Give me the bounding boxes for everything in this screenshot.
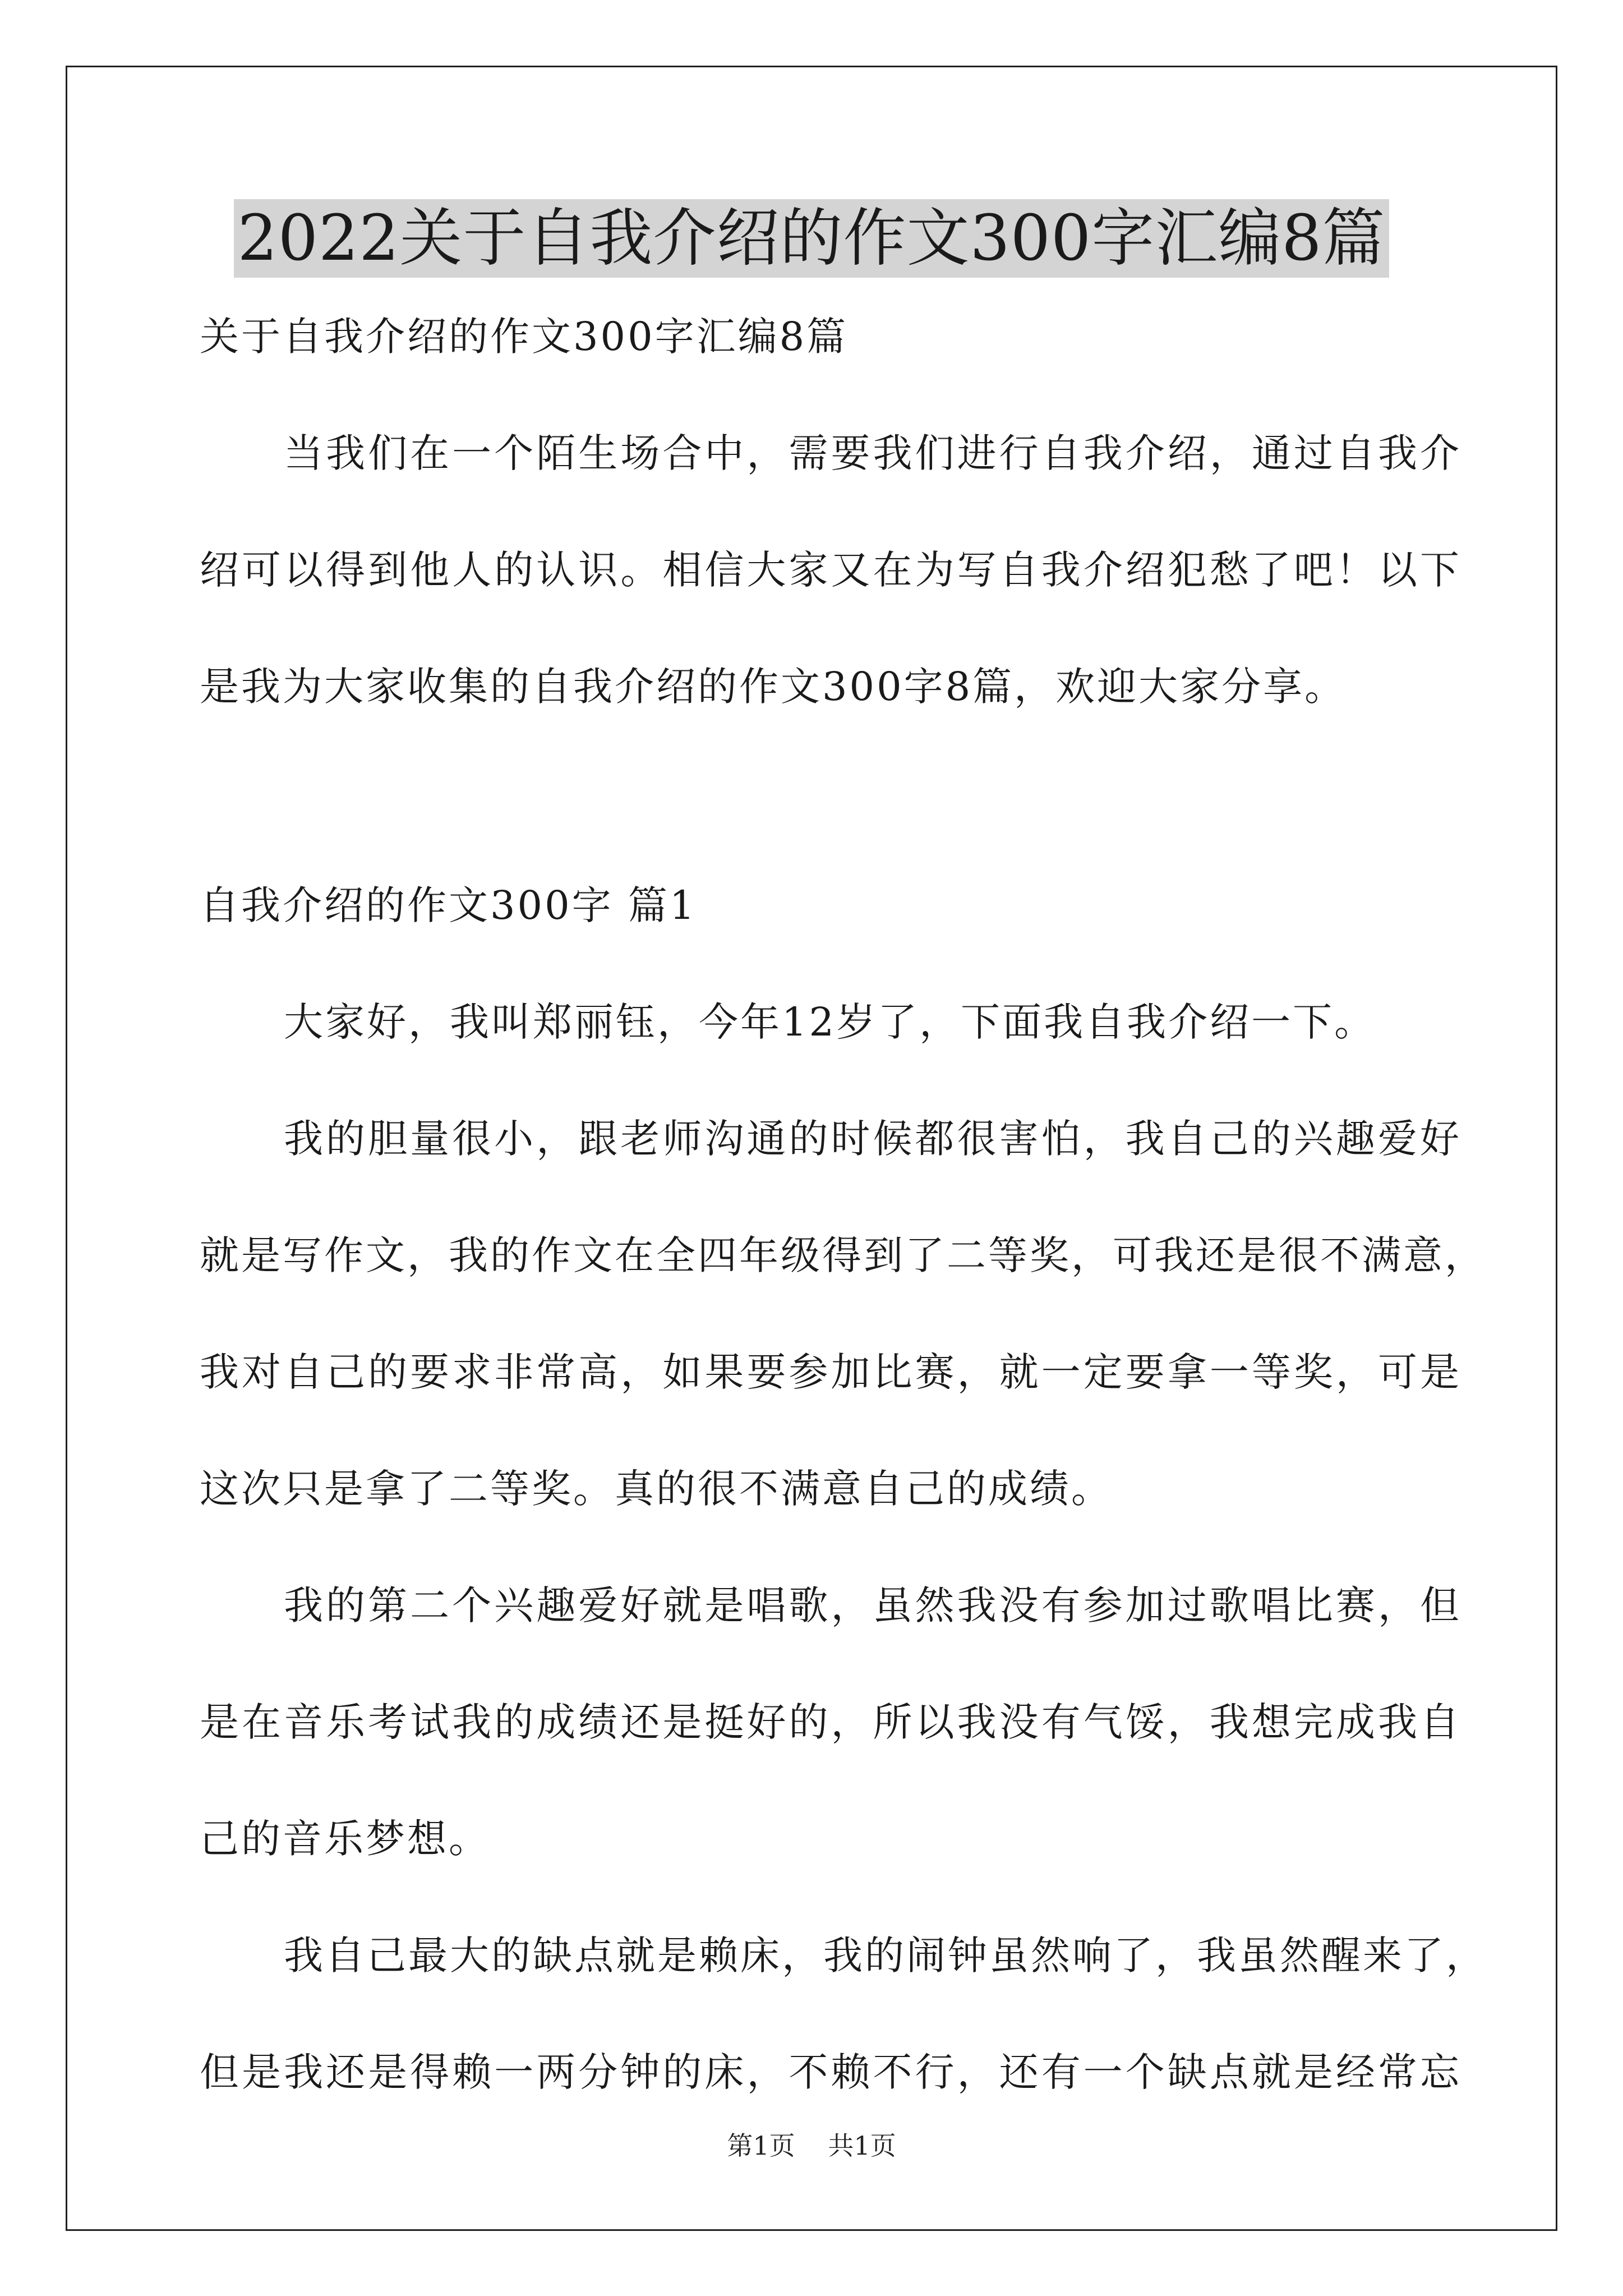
paragraph-line: 这次只是拿了二等奖。真的很不满意自己的成绩。 [200,1466,1113,1512]
paragraph-line: 绍可以得到他人的认识。相信大家又在为写自我介绍犯愁了吧！以下 [200,547,1461,593]
paragraph-line: 是在音乐考试我的成绩还是挺好的，所以我没有气馁，我想完成我自 [200,1699,1461,1745]
paragraph-2 [200,1114,1486,1514]
page-total: 共1页 [828,2131,896,2161]
paragraph-line: 己的音乐梦想。 [200,1816,490,1862]
paragraph-line: 我对自己的要求非常高，如果要参加比赛，就一定要拿一等奖，可是 [200,1349,1461,1395]
paragraph-line: 我的第二个兴趣爱好就是唱歌，虽然我没有参加过歌唱比赛，但 [284,1582,1461,1628]
paragraph-line: 但是我还是得赖一两分钟的床，不赖不行，还有一个缺点就是经常忘 [200,2049,1461,2095]
paragraph-4 [200,1930,1487,2097]
document-body [200,311,1487,2097]
page-number: 第1页 [727,2131,795,2161]
page-footer [0,2129,1623,2162]
document-title: 2022关于自我介绍的作文300字汇编8篇 [234,199,1389,278]
section-heading: 自我介绍的作文300字 篇1 [200,882,697,928]
title-container [0,199,1623,278]
paragraph-line: 是我为大家收集的自我介绍的作文300字8篇，欢迎大家分享。 [200,664,1347,710]
paragraph-line: 就是写作文，我的作文在全四年级得到了二等奖，可我还是很不满意， [200,1232,1486,1278]
paragraph-line: 大家好，我叫郑丽钰，今年12岁了，下面我自我介绍一下。 [284,999,1376,1045]
paragraph-line: 我的胆量很小，跟老师沟通的时候都很害怕，我自己的兴趣爱好 [284,1116,1461,1162]
paragraph-line: 我自己最大的缺点就是赖床，我的闹钟虽然响了，我虽然醒来了， [284,1932,1487,1978]
intro-paragraph [200,428,1461,712]
paragraph-1 [200,997,1461,1047]
subtitle: 关于自我介绍的作文300字汇编8篇 [200,314,849,360]
paragraph-3 [200,1580,1461,1864]
paragraph-line: 当我们在一个陌生场合中，需要我们进行自我介绍，通过自我介 [284,430,1461,476]
